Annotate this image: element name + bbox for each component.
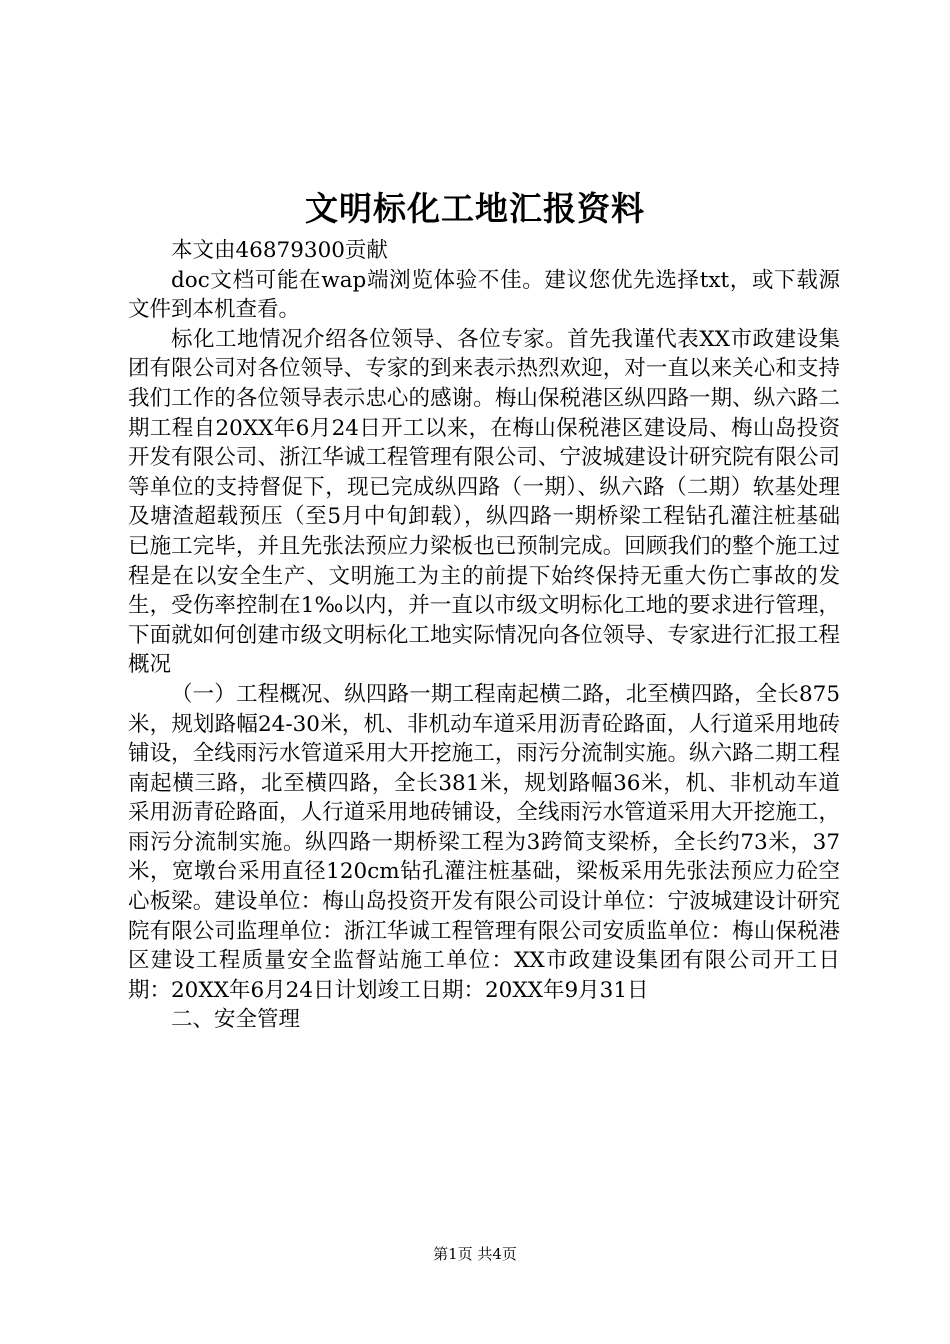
paragraph-contributor: 本文由46879300贡献: [171, 238, 388, 263]
paragraph-project-overview: （一）工程概况、纵四路一期工程南起横二路，北至横四路，全长875米，规划路幅24-30米，机、非机动车道采用沥青砼路面，人行道采用地砖铺设，全线雨污水管道采用大开挖施工，雨污分流制实施。纵六路二期工程南起横三路，北至横四路，全长381米，规划路幅36米，机、非机动车道采用沥青砼路面，人行道采用地砖铺设，全线雨污水管道采用大开挖施工，雨污分流制实施。纵四路一期桥梁工程为3跨简支梁桥，全长约73米，37米，宽墩台采用直径120cm钻孔灌注桩基础，梁板采用先张法预应力砼空心板梁。建设单位：梅山岛投资开发有限公司设计单位：宁波城建设计研究院有限公司监理单位：浙江华诚工程管理有限公司安质监单位：梅山保税港区建设工程质量安全监督站施工单位：XX市政建设集团有限公司开工日期：20XX年6月24日计划竣工日期：20XX年9月31日: [128, 681, 840, 1003]
paragraph-introduction: 标化工地情况介绍各位领导、各位专家。首先我谨代表XX市政建设集团有限公司对各位领导、专家的到来表示热烈欢迎，对一直以来关心和支持我们工作的各位领导表示忠心的感谢。梅山保税港区纵四路一期、纵六路二期工程自20XX年6月24日开工以来，在梅山保税港区建设局、梅山岛投资开发有限公司、浙江华诚工程管理有限公司、宁波城建设计研究院有限公司等单位的支持督促下，现已完成纵四路（一期）、纵六路（二期）软基处理及塘渣超载预压（至5月中旬卸载），纵四路一期桥梁工程钻孔灌注桩基础已施工完毕，并且先张法预应力梁板也已预制完成。回顾我们的整个施工过程是在以安全生产、文明施工为主的前提下始终保持无重大伤亡事故的发生，受伤率控制在1‰以内，并一直以市级文明标化工地的要求进行管理，下面就如何创建市级文明标化工地实际情况向各位领导、专家进行汇报工程概况: [128, 326, 840, 678]
section-heading-safety: 二、安全管理: [171, 1007, 301, 1033]
document-title: 文明标化工地汇报资料: [305, 189, 645, 228]
paragraph-notice: doc文档可能在wap端浏览体验不佳。建议您优先选择txt，或下载源文件到本机查看。: [128, 267, 840, 323]
page-footer: 第1页 共4页: [433, 1245, 517, 1263]
document-body: [128, 236, 840, 1035]
